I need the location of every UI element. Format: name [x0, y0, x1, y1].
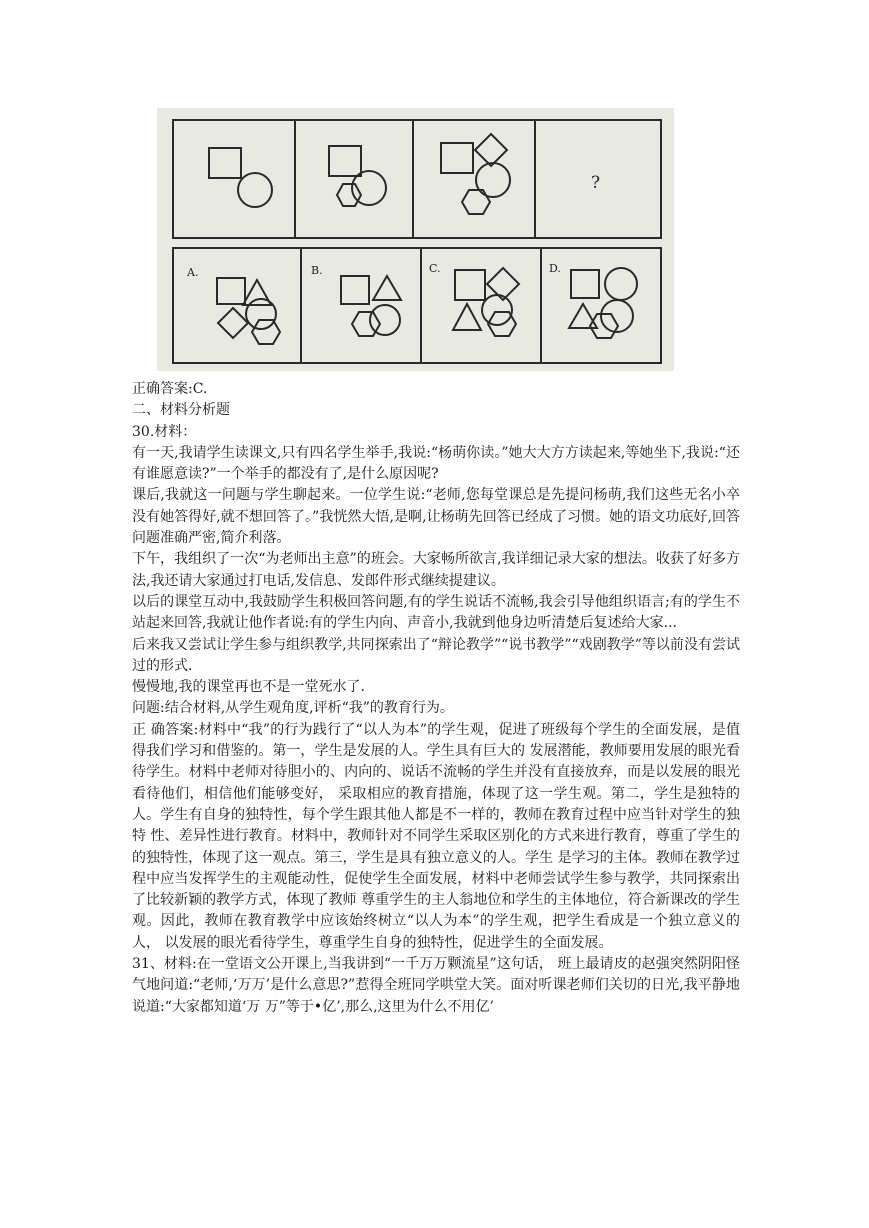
- option-label-d: D.: [549, 262, 561, 275]
- diamond-shape: [218, 308, 248, 338]
- option-label-a: A.: [187, 266, 199, 279]
- hexagon-shape: [337, 184, 361, 206]
- q30-material-paragraph: 后来我又尝试让学生参与组织教学,共同探索出了“辩论教学”“说书教学”“戏剧教学”等以前没有尝试过的形式.: [132, 636, 740, 674]
- hexagon-shape: [252, 320, 280, 344]
- document-body: [132, 379, 740, 1018]
- q30-material-paragraph: 以后的课堂互动中,我鼓励学生积极回答问题,有的学生说话不流畅,我会引导他组织语言;有的学生不站起来回答,我就让他作者说:有的学生内向、声音小,我就到他身边听清楚后复述给大家...: [132, 593, 740, 632]
- hexagon-shape: [352, 312, 380, 336]
- circle-shape: [605, 268, 637, 300]
- q30-question: 问题:结合材料,从学生观角度,评析“我”的教育行为。: [132, 700, 454, 717]
- section-title: 二、材料分析题: [132, 402, 230, 419]
- q30-material-paragraph: 有一天,我请学生读课文,只有四名学生举手,我说:“杨萌你读。”她大大方方读起来,等她坐下,我说:“还有谁愿意读?”一个举手的都没有了,是什么原因呢?: [132, 444, 740, 483]
- puzzle-figure: [157, 108, 674, 371]
- circle-shape: [482, 295, 512, 325]
- sequence-frame: [173, 120, 661, 238]
- question-mark: ?: [591, 173, 601, 193]
- circle-shape: [246, 299, 276, 329]
- triangle-shape: [569, 304, 597, 328]
- puzzle-figure-svg: [157, 108, 674, 371]
- q30-material-paragraph: 下午，我组织了一次“为老师出主意”的班会。大家畅所欲言,我详细记录大家的想法。收获了好多方法,我还请大家通过打电话,发信息、发郎件形式继续提建议。: [132, 551, 740, 589]
- square-shape: [209, 148, 241, 178]
- circle-shape: [370, 305, 400, 335]
- q30-material-paragraph: 课后,我就这一问题与学生聊起来。一位学生说:“老师,您每堂课总是先提问杨萌,我们这些无名小卒没有她答得好,就不想回答了。”我恍然大悟,是啊,让杨萌先回答已经成了习惯。她的语文功底好,回答问题准确严密,简介利落。: [132, 487, 740, 547]
- q31-material: 31、材料:在一堂语文公开课上,当我讲到“一千万万颗流星”这句话， 班上最请皮的赵强突然阴阳怪气地问道:“老师,‘万万’是什么意思?”惹得全班同学哄堂大笑。面对听课老师们关切的日光,我平静地说道:“大家都知道‘万 万”等于•亿’,那么,这里为什么不用亿’: [132, 956, 740, 1015]
- circle-shape: [476, 163, 510, 197]
- square-shape: [441, 143, 473, 173]
- triangle-shape: [453, 304, 481, 330]
- circle-shape: [238, 173, 272, 207]
- square-shape: [329, 146, 361, 176]
- square-shape: [341, 276, 369, 304]
- square-shape: [217, 278, 245, 304]
- triangle-shape: [373, 276, 401, 300]
- hexagon-shape: [462, 190, 490, 214]
- q30-label: 30.材料：: [132, 423, 197, 440]
- q30-answer: 正 确答案:材料中“我”的行为践行了“以人为本”的学生观，促进了班级每个学生的全面发展，是值得我们学习和借鉴的。第一，学生是发展的人。学生具有巨大的 发展潜能，教师要用发展的眼光看待学生。材料中老师对待胆小的、内向的、说话不流畅的学生并没有直接放弃，而是以发展的眼光看待他们，相信他们能够变好， 采取相应的教育措施，体现了这一学生观。第二，学生是独特的人。学生有自身的独特性，每个学生跟其他人都是不一样的，教师在教育过程中应当针对学生的独特 性、差异性进行教育。材料中，教师针对不同学生采取区别化的方式来进行教育，尊重了学生的的独特性，体现了这一观点。第三，学生是具有独立意义的人。学生 是学习的主体。教师在教学过程中应当发挥学生的主观能动性，促使学生全面发展，材料中老师尝试学生参与教学，共同探索出了比较新颖的教学方式，体现了教师 尊重学生的主人翁地位和学生的主体地位，符合新课改的学生观。因此，教师在教育教学中应该始终树立“以人为本”的学生观，把学生看成是一个独立意义的人， 以发展的眼光看待学生，尊重学生自身的独特性，促进学生的全面发展。: [132, 721, 740, 951]
- option-label-b: B.: [311, 264, 323, 277]
- square-shape: [571, 270, 599, 298]
- answer-29: 正确答案:C.: [132, 381, 208, 397]
- diamond-shape: [475, 134, 507, 166]
- q30-material-paragraph: 慢慢地,我的课堂再也不是一堂死水了.: [132, 679, 365, 696]
- square-shape: [455, 270, 485, 300]
- option-label-c: C.: [429, 262, 441, 275]
